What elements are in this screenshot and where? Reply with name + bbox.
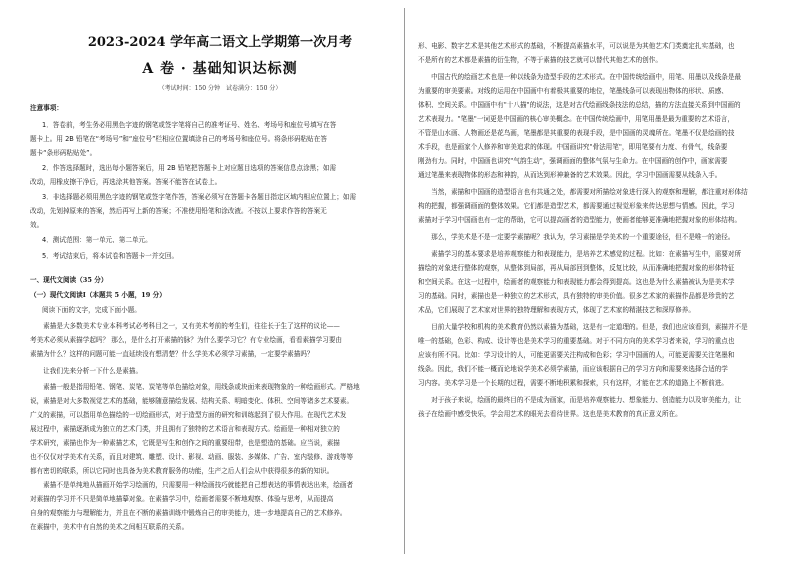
passage-line: 自身的观察能力与理解能力，并且在不断的素描训练中锻炼自己的审美能力，进一步地提高自己的艺术修养。 <box>30 509 347 517</box>
note-line: 改动，先划掉原来的答案，然后再写上新的答案；不准使用铅笔和涂改液。不按以上要求作答的答案无 <box>30 207 327 215</box>
passage-line: 那么，学美术是不是一定要学素描呢？我认为，学习素描是学美术的一个重要途径，但不是唯一的途径。 <box>418 233 735 241</box>
exam-subtitle: A 卷 · 基础知识达标测 <box>142 61 298 77</box>
passage-line: 孩子在绘画中感受快乐，学会用艺术的眼光去看待世界。这也是美术教育的真正意义所在。 <box>418 410 682 418</box>
passage-line: 对素描的学习并不只是简单地描摹对象。在素描学习中，绘画者需要不断地观察、体验与思考，从而提高 <box>30 495 334 503</box>
passage-line: 广义的素描，可以指用单色描绘的一切绘画形式，对于造型方面的研究和训练起到了很大作用。在现代艺术发 <box>30 411 347 419</box>
part-heading: 一、现代文阅读（35 分） <box>30 276 108 284</box>
column-divider <box>404 8 405 554</box>
note-line: 改动，用橡皮擦干净后，再选涂其他答案。答案不能答在试卷上。 <box>30 178 222 186</box>
passage-line: 说，素描是对大多数视觉艺术的基础，能够随意描绘发展、结构关系、明暗变化、体积、空间等诸多艺术要素。 <box>30 397 354 405</box>
passage-line: 让我们先来分析一下什么是素描。 <box>30 367 143 375</box>
passage-line: 刚劲有力。同时，中国画也讲究"气韵生动"，强调画面的整体气氛与生命力。在中国画的创作中，画家需要 <box>418 157 728 165</box>
passage-line: 术手段，也是画家个人修养和审美追求的体现。中国画讲究"骨法用笔"，即用笔要有力度、有骨气，线条要 <box>418 143 728 151</box>
passage-line: 构的把握，都强调画面的整体效果。它们都是造型艺术，都需要通过视觉形象来传达思想与情感。因此，学习 <box>418 202 735 210</box>
passage-line: 在素描中，美术中有自然的美术之间相互联系的关系。 <box>30 523 189 531</box>
passage-line: 为重要的审美要素。对线的运用在中国画中有着极其重要的地位，笔墨线条可以表现出物体的形状、质感、 <box>418 87 728 95</box>
note-line: 题卡“条形码粘贴处”。 <box>30 149 97 157</box>
passage-line: 都有密切的联系，所以它同时也具备为美术教育服务的功能，生产之后人们会从中获得很多的新的知识。 <box>30 467 334 475</box>
note-line: 2．作答选择题时，选出每小题答案后，用 2B 铅笔把答题卡上对应题目选项的答案信息点涂黑；如需 <box>42 164 337 172</box>
instruction: 阅读下面的文字，完成下面小题。 <box>42 306 141 314</box>
passage-line: 形、电影、数字艺术是其他艺术形式的基础，不断提高素描水平，可以说是为其他艺术门类奠定扎实基础，也 <box>418 42 735 50</box>
passage-line: 当然，素描和中国画的造型语言也有共通之处，都需要对所描绘对象进行深入的观察和理解，都注重对形体结 <box>418 188 748 196</box>
passage-line: 素描对于学习中国画也有一定的帮助，它可以提高画者的造型能力，使画者能够更准确地把握对象的形体结构。 <box>418 216 742 224</box>
passage-line: 和空间关系。在这一过程中，绘画者的观察能力和表现能力都会得到提高。这也是为什么素描被认为是美术学 <box>418 278 735 286</box>
passage-line: 线条。因此，我们不能一概而论地说学美术必须学素描，而应该根据自己的学习方向和需要来选择合适的学 <box>418 365 728 373</box>
passage-line: 中国古代的绘画艺术也是一种以线条为造型手段的艺术形式。在中国传统绘画中，用笔、用墨以及线条是最 <box>418 73 742 81</box>
passage-line: 素描不是单纯地从描画开始学习绘画的，只需要用一种绘画技巧就能把自己想表达的事情表达出来，绘画者 <box>30 481 354 489</box>
passage-line: 通过笔墨来表现物体的形态和神韵，从而达到形神兼备的艺术效果。因此，学习中国画需要从线条入手。 <box>418 171 722 179</box>
passage-line: 艺术表现力。"笔墨"一词更是中国画的核心审美概念。在中国传统绘画中，用笔用墨是最为重要的艺术语言， <box>418 115 734 123</box>
sub-heading: （一）现代文阅读Ⅰ（本题共 5 小题，19 分） <box>30 291 166 299</box>
exam-title: 2023-2024 学年高二语文上学期第一次月考 <box>87 35 353 50</box>
passage-line: 唯一的基础，色彩、构成、设计等也是美术学习的重要基础。对于不同方向的美术学习者来说，学习的重点也 <box>418 337 735 345</box>
passage-line: 不是所有的艺术都是素描的衍生物，不等于素描的技艺就可以替代其他艺术的创作。 <box>418 56 662 64</box>
passage-line: 对于孩子来说，绘画的最终目的不是成为画家，而是培养观察能力、想象能力、创造能力以及审美能力，让 <box>418 396 742 404</box>
passage-line: 展过程中，素描逐渐成为独立的艺术门类，并且拥有了独特的艺术语言和表现方式。绘画是一种相对独立的 <box>30 425 340 433</box>
passage-line: 习的基础。同时，素描也是一种独立的艺术形式，具有独特的审美价值。很多艺术家的素描作品都是珍贵的艺 <box>418 292 735 300</box>
note-line: 题卡上。用 2B 铅笔在“考场号”和“座位号”栏相应位置填涂自己的考场号和座位号。将条形码粘贴在答 <box>30 135 327 143</box>
passage-line: 素描学习的基本要求是培养观察能力和表现能力，是培养艺术感觉的过程。比如：在素描写生中，需要对所 <box>418 250 742 258</box>
passage-line: 目前大量学校和机构的美术教育仍然以素描为基础，这是有一定道理的。但是，我们也应该看到，素描并不是 <box>418 323 748 331</box>
exam-info: （考试时间：150 分钟 试卷满分：150 分） <box>158 85 282 92</box>
passage-line: 素描一般是指用铅笔、钢笔、炭笔、炭笔等单色描绘对象，用线条或块面来表现物象的一种绘画形式。严格地 <box>30 383 360 391</box>
passage-line: 素描为什么？这样的问题可能一直延续没有想清楚？什么学美术必须学习素描，一定要学素描吗？ <box>30 350 314 358</box>
passage-line: 学术研究，素描也作为一种素描艺术，它既是写生和创作之间的重要纽带，也是塑造的基础。应当说，素描 <box>30 439 340 447</box>
note-line: 3．非选择题必须用黑色字迹的钢笔或签字笔作答，答案必须写在答题卡各题目指定区域内相应位置上；如需 <box>42 193 357 201</box>
note-line: 效。 <box>30 221 44 229</box>
note-line: 1．答卷前，考生务必用黑色字迹的钢笔或签字笔将自己的准考证号、姓名、考场号和座位号填写在答 <box>42 121 337 129</box>
passage-line: 也不仅仅对学美术有关系，而且对建筑、雕塑、设计、影视、动画、服装、多媒体、广告、室内装修、游戏等等 <box>30 453 354 461</box>
note-line: 4．测试范围：第一单元、第二单元。 <box>42 236 152 244</box>
passage-line: 描绘的对象进行整体的观察，从整体到局部，再从局部回到整体，反复比较，从而准确地把握对象的形体特征 <box>418 264 735 272</box>
passage-line: 考美术必须从素描学起吗？ 那么，是什么打开素描的脉？为什么要学习它？有专业绘画，看看素描学习要由 <box>30 336 343 344</box>
passage-line: 应该有所不同。比如：学习设计的人，可能更需要关注构成和色彩；学习中国画的人，可能更需要关注笔墨和 <box>418 351 735 359</box>
note-line: 5．考试结束后，将本试卷和答题卡一并交回。 <box>42 252 179 260</box>
notes-heading: 注意事项： <box>30 104 63 112</box>
passage-line: 不管是山水画、人物画还是花鸟画，笔墨都是其重要的表现手段，是中国画的灵魂所在。笔墨不仅是绘画的技 <box>418 129 735 137</box>
passage-line: 术品，它们展现了艺术家对世界的独特理解和表现方式，体现了艺术家的精湛技艺和深厚修养。 <box>418 306 695 314</box>
passage-line: 素描是大多数美术专业本科考试必考科目之一，又有美术考前的考生们，往往长于生了这样的议论—— <box>30 322 340 330</box>
passage-line: 习内容。美术学习是一个长期的过程，需要不断地积累和探索，只有这样，才能在艺术的道路上不断前进。 <box>418 379 728 387</box>
passage-line: 体积、空间关系。中国画中有"十八描"的说法，这是对古代绘画线条技法的总结，描的方法直接关系到中国画的 <box>418 101 741 109</box>
